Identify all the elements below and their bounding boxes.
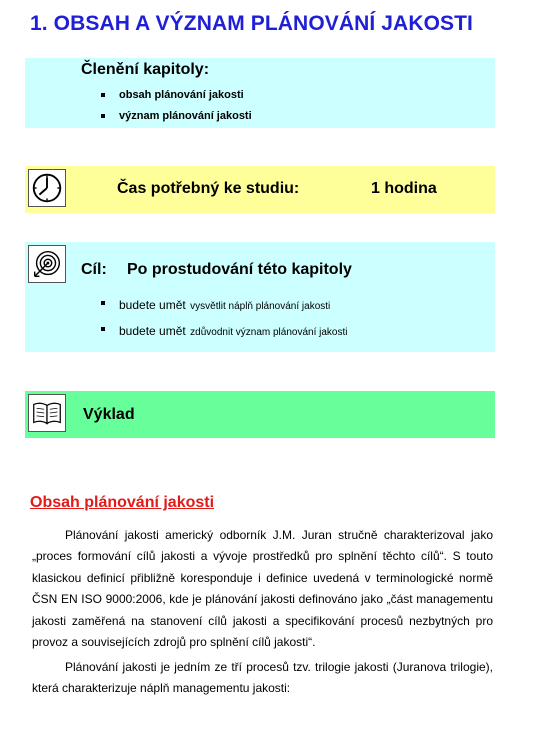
list-item [99,293,347,319]
goal-item-rest: vysvětlit náplň plánování jakosti [190,301,331,312]
lecture-box [25,391,495,438]
list-item [99,319,347,345]
chapter-outline-box [25,58,495,128]
study-time-box [25,166,495,213]
list-item: obsah plánování jakosti [99,85,252,106]
lecture-label: Výklad [83,406,135,423]
section-heading: Obsah plánování jakosti [30,494,215,511]
list-item: význam plánování jakosti [99,106,252,127]
goal-text: Po prostudování této kapitoly [127,261,352,278]
goal-list [99,293,347,345]
goal-item-rest: zdůvodnit význam plánování jakosti [190,327,348,338]
paragraph: Plánování jakosti je jedním ze tří procesů tzv. trilogie jakosti (Juranova trilogie), která charakterizuje náplň managementu jakosti: [32,660,493,696]
goal-label: Cíl: [81,261,107,278]
study-time-label: Čas potřebný ke studiu: [117,180,300,197]
study-time-value: 1 hodina [371,180,437,197]
goal-box [25,242,495,352]
paragraph: Plánování jakosti americký odborník J.M. Juran stručně charakterizoval jako „proces formování cílů jakosti a vývoje prostředků pro splnění těchto cílů“. S touto klasickou definicí přibližně koresponduje i definice uvedená v terminologické normě ČSN EN ISO 9000:2006, kde je plánování jakosti definováno jako „část managementu jakosti zaměřená na stanovení cílů jakosti a specifikování procesů nezbytných pro provoz a souvisejících zdrojů pro splnění cílů jakosti“. [32,528,493,650]
book-icon [28,394,66,432]
chapter-outline-heading: Členění kapitoly: [81,61,210,78]
target-icon [28,245,66,283]
clock-icon [28,169,66,207]
chapter-title: 1. OBSAH A VÝZNAM PLÁNOVÁNÍ JAKOSTI [30,12,473,35]
chapter-outline-list [99,85,252,127]
goal-item-lead: budete umět [119,324,186,338]
goal-item-lead: budete umět [119,298,186,312]
